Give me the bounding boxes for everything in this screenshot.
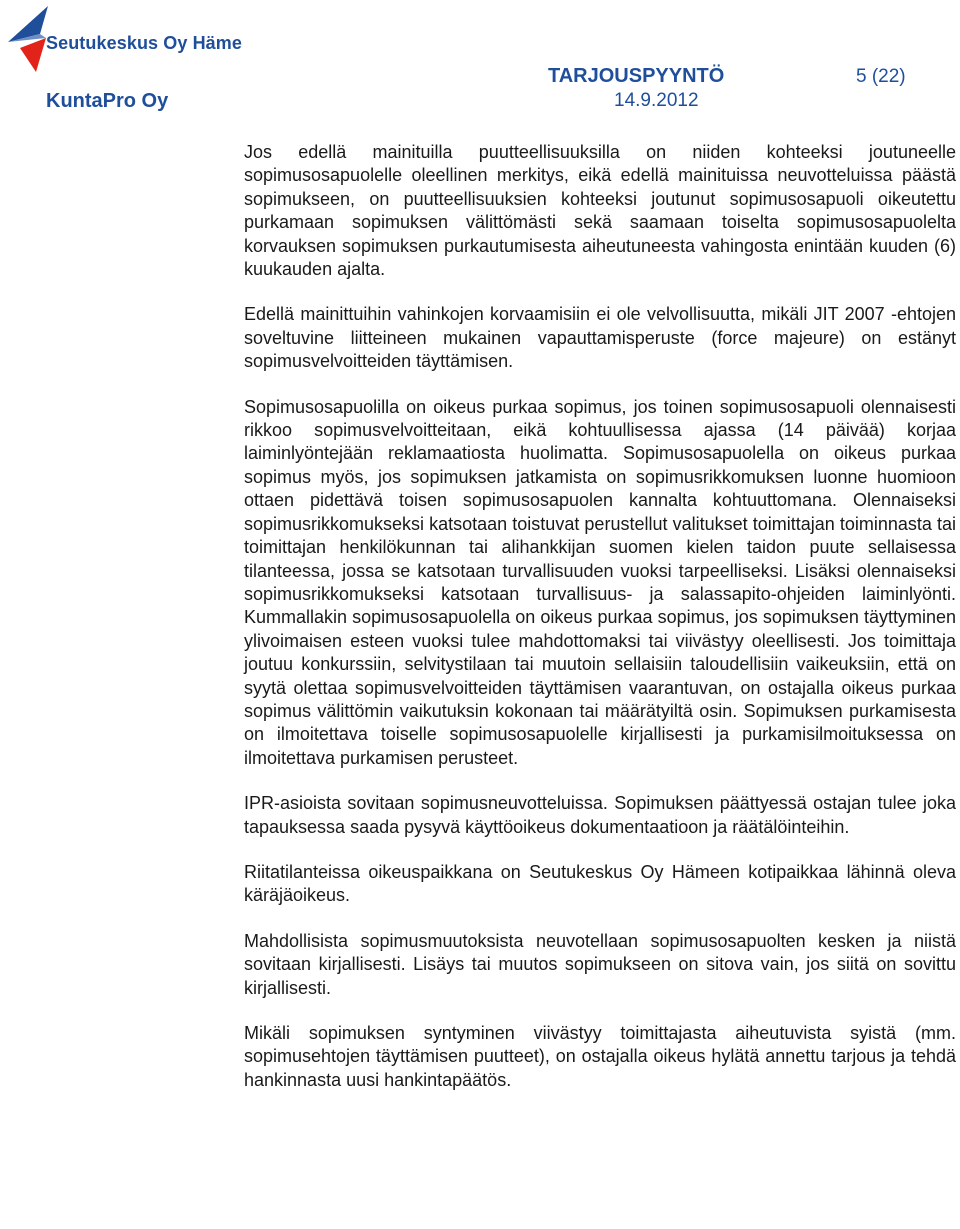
paragraph: Mikäli sopimuksen syntyminen viivästyy toimittajasta aiheutuvista syistä (mm. sopimusehtojen täyttämisen puutteet), on ostajalla oikeus hylätä annettu tarjous ja tehdä hankinnasta uusi hankintapäätös. [244, 1023, 956, 1090]
paragraph: Jos edellä mainituilla puutteellisuuksilla on niiden kohteeksi joutuneelle sopimusosapuolelle oleellinen merkitys, eikä edellä mainituissa neuvotteluissa päästä sopimukseen, on puutteellisuuksien kohteeksi joutunut sopimusosapuoli oikeutettu purkamaan sopimuksen välittömästi sekä saamaan toiselta sopimusosapuolelta korvauksen sopimuksen purkautumisesta aiheutuneesta vahingosta enintään kuuden (6) kuukauden ajalta. [244, 142, 956, 280]
document-date: 14.9.2012 [614, 90, 699, 111]
document-body [244, 141, 956, 1114]
paragraph: Mahdollisista sopimusmuutoksista neuvotellaan sopimusosapuolten kesken ja niistä sovitaan kirjallisesti. Lisäys tai muutos sopimukseen on sitova vain, jos siitä on sovittu kirjallisesti. [244, 930, 956, 998]
department-name: KuntaPro Oy [46, 90, 169, 112]
paragraph: IPR-asioista sovitaan sopimusneuvotteluissa. Sopimuksen päättyessä ostajan tulee joka tapauksessa saada pysyvä käyttöoikeus dokumentaatioon ja räätälöinteihin. [244, 793, 956, 837]
paragraph: Sopimusosapuolilla on oikeus purkaa sopimus, jos toinen sopimusosapuoli olennaisesti rikkoo sopimusvelvoitteitaan, eikä kohtuullisessa ajassa (14 päivää) korjaa laiminlyöntejään reklamaatiosta huolimatta. Sopimusosapuolella on oikeus purkaa sopimus myös, jos sopimuksen jatkamista on sopimusrikkomuksen luonne huomioon ottaen pidettävä toisen sopimusosapuolen kannalta kohtuuttomana. Olennaiseksi sopimusrikkomukseksi katsotaan toistuvat perustellut valitukset toimittajan toiminnasta tai toimittajan henkilökunnan tai alihankkijan suomen kielen taidon puute sellaisessa tilanteessa, jossa se katsotaan turvallisuuden vuoksi tarpeelliseksi. Lisäksi olennaiseksi sopimusrikkomukseksi katsotaan turvallisuus- ja salassapito-ohjeiden laiminlyönti. Kummallakin sopimusosapuolella on oikeus purkaa sopimus, jos sopimuksen täyttyminen ylivoimaisen esteen vuoksi tulee mahdottomaksi tai viivästyy oleellisesti. Jos toimittaja joutuu konkurssiin, selvitystilaan tai muutoin sellaisiin taloudellisiin vaikeuksiin, että on syytä olettaa sopimusvelvoitteiden täyttämisen vaarantuvan, on ostajalla oikeus purkaa sopimus välittömin vaikutuksin kokonaan tai määrätyiltä osin. Sopimuksen purkamisesta on ilmoitettava toiselle sopimusosapuolelle kirjallisesti ja purkamisilmoituksessa on ilmoitettava purkamisen perusteet. [244, 396, 956, 768]
page-number: 5 (22) [856, 66, 906, 87]
paragraph: Riitatilanteissa oikeuspaikkana on Seutukeskus Oy Hämeen kotipaikkaa lähinnä oleva käräjäoikeus. [244, 861, 956, 906]
organization-name: Seutukeskus Oy Häme [46, 33, 242, 53]
document-title: TARJOUSPYYNTÖ [548, 65, 725, 87]
paragraph: Edellä mainittuihin vahinkojen korvaamisiin ei ole velvollisuutta, mikäli JIT 2007 -ehtojen soveltuvine liitteineen mukainen vapauttamisperuste (force majeure) on estänyt sopimusvelvoitteiden täyttämisen. [244, 304, 956, 372]
